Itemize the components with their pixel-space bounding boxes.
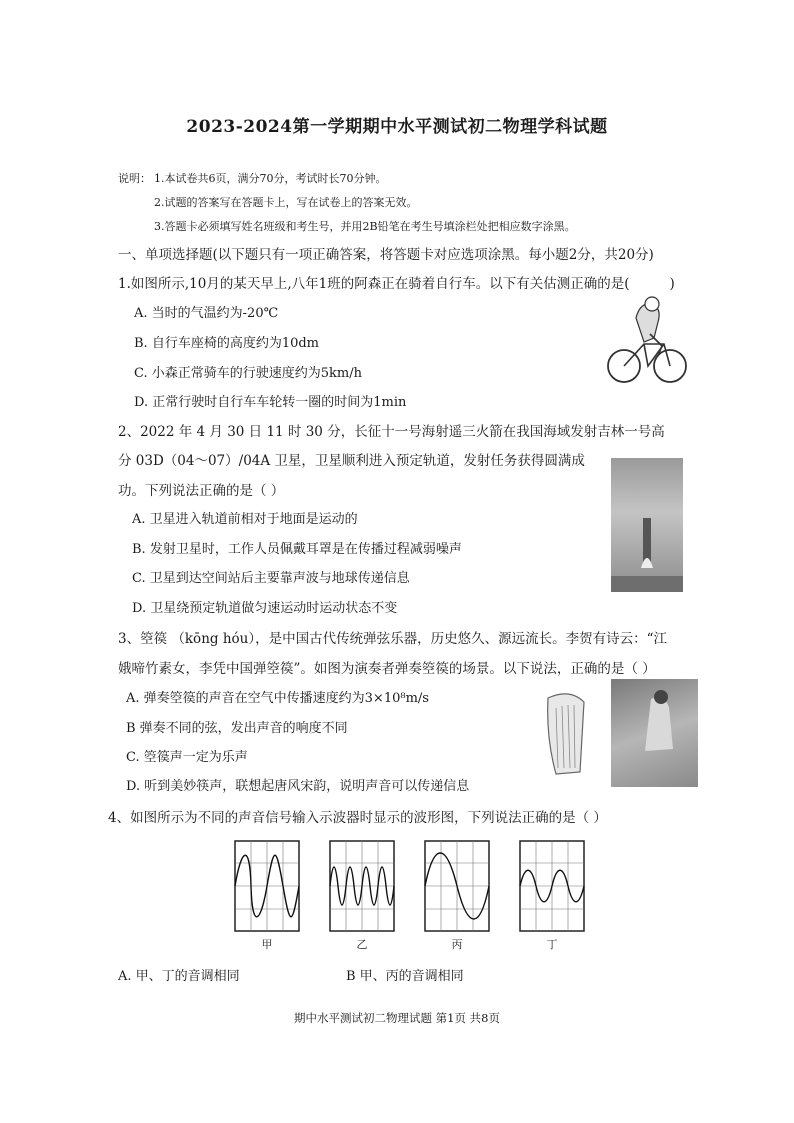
label-yi: 乙	[356, 938, 368, 951]
oscilloscope-jia	[234, 840, 300, 932]
q1-option-d: D. 正常行驶时自行车车轮转一圈的时间为1min	[134, 395, 407, 410]
q2-option-a: A. 卫星进入轨道前相对于地面是运动的	[132, 512, 358, 527]
question-2-line2: 分 03D（04～07）/04A 卫星，卫星顺利进入预定轨道，发射任务获得圆满成	[118, 453, 585, 469]
question-1-text: 1.如图所示,10月的某天早上,八年1班的阿森正在骑着自行车。以下有关估测正确的是(	[118, 276, 630, 292]
notes-lead: 说明：	[118, 172, 151, 185]
q3-option-c: C. 箜篌声一定为乐声	[126, 750, 248, 765]
label-ding: 丁	[546, 938, 558, 951]
question-2-line3: 功。下列说法正确的是（ ）	[118, 483, 285, 499]
page-title: 2023-2024第一学期期中水平测试初二物理学科试题	[186, 117, 608, 137]
q1-option-a: A. 当时的气温约为-20℃	[134, 306, 279, 321]
performer-photo	[611, 679, 698, 787]
note-1: 1.本试卷共6页，满分70分，考试时长70分钟。	[154, 172, 387, 185]
q2-option-d: D. 卫星绕预定轨道做匀速运动时运动状态不变	[132, 601, 398, 616]
note-3: 3.答题卡必须填写姓名班级和考生号，并用2B铅笔在考生号填涂栏处把相应数字涂黑。	[154, 220, 576, 233]
q3-option-d: D. 听到美妙筷声，联想起唐风宋韵，说明声音可以传递信息	[126, 779, 470, 794]
question-4-stem: 4、如图所示为不同的声音信号输入示波器时显示的波形图，下列说法正确的是（ ）	[108, 810, 607, 826]
question-1-stem	[118, 272, 675, 292]
rocket-launch-photo	[611, 458, 683, 592]
cyclist-figure	[604, 294, 690, 390]
oscilloscope-bing	[424, 840, 490, 932]
note-2: 2.试题的答案写在答题卡上，写在试卷上的答案无效。	[154, 196, 418, 209]
label-bing: 丙	[451, 938, 463, 951]
oscilloscope-ding	[519, 840, 585, 932]
q1-option-b: B. 自行车座椅的高度约为10dm	[134, 336, 320, 351]
q2-option-c: C. 卫星到达空间站后主要靠声波与地球传递信息	[132, 571, 410, 586]
q4-option-b: B 甲、丙的音调相同	[346, 969, 464, 984]
question-1-close: )	[669, 276, 675, 292]
q3-option-a: A. 弹奏箜篌的声音在空气中传播速度约为3×10⁸m/s	[126, 691, 429, 706]
section-heading: 一、单项选择题(以下题只有一项正确答案，将答题卡对应选项涂黑。每小题2分，共20分)	[118, 247, 654, 263]
question-2-line1: 2、2022 年 4 月 30 日 11 时 30 分，长征十一号海射遥三火箭在我国海域发射吉林一号高	[118, 424, 665, 440]
q1-option-c: C. 小森正常骑车的行驶速度约为5km/h	[134, 366, 362, 381]
q4-option-a: A. 甲、丁的音调相同	[118, 969, 240, 984]
konghou-harp-figure	[540, 688, 592, 780]
page-footer: 期中水平测试初二物理试题 第1页 共8页	[294, 1011, 500, 1025]
q3-option-b: B 弹奏不同的弦，发出声音的响度不同	[126, 721, 348, 736]
oscilloscope-yi	[329, 840, 395, 932]
question-3-line2: 娥啼竹素女，李凭中国弹箜篌”。如图为演奏者弹奏箜篌的场景。以下说法，正确的是（ ）	[118, 661, 656, 677]
question-3-line1: 3、箜篌 （kōng hóu），是中国古代传统弹弦乐器，历史悠久、源远流长。李贺有诗云：“江	[118, 631, 667, 647]
q2-option-b: B. 发射卫星时，工作人员佩戴耳罩是在传播过程减弱噪声	[132, 542, 462, 557]
label-jia: 甲	[261, 938, 273, 951]
